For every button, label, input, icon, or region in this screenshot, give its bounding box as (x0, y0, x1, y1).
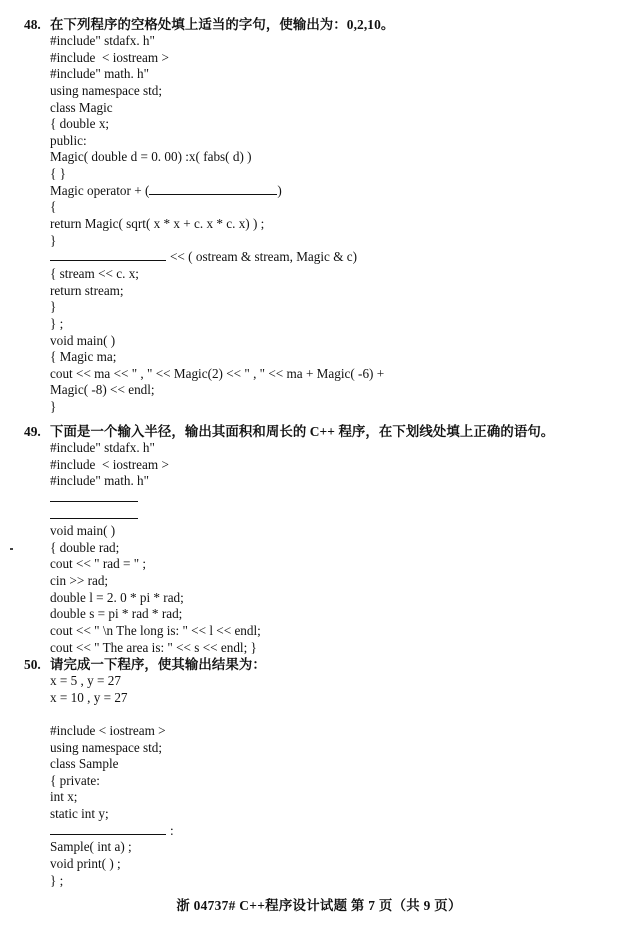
code-line: #include" math. h" (50, 66, 150, 82)
code-line: { stream << c. x; (50, 265, 139, 281)
code-line: { } (50, 166, 66, 182)
blank-line (50, 507, 630, 524)
code-line: } ; (50, 315, 64, 331)
spacer (50, 706, 630, 723)
code-line: #include < iostream > (50, 722, 166, 738)
question-48-header (24, 16, 630, 33)
scan-speck (10, 548, 13, 550)
code-line: #include" math. h" (50, 473, 150, 489)
question-48 (24, 16, 630, 416)
expected-output-line: x = 5 , y = 27 (50, 673, 121, 688)
question-prompt: 在下列程序的空格处填上适当的字句，使输出为：0,2,10。 (50, 17, 395, 32)
code-line: cout << " rad = " ; (50, 556, 147, 572)
code-line: void main( ) (50, 332, 116, 348)
code-line: #include" stdafx. h" (50, 440, 155, 455)
code-line: void print( ) ; (50, 856, 121, 872)
code-line: } (50, 299, 57, 315)
code-line: Magic( -8) << endl; (50, 382, 155, 398)
code-line: return stream; (50, 282, 124, 298)
fill-in-blank[interactable] (50, 507, 138, 519)
code-block (50, 673, 630, 889)
code-line: #include < iostream > (50, 456, 169, 472)
code-line: double l = 2. 0 * pi * rad; (50, 589, 184, 605)
question-50 (24, 656, 630, 889)
code-line: cout << " \n The long is: " << l << endl; (50, 623, 261, 639)
code-line: Sample( int a) ; (50, 839, 132, 855)
code-line: { double x; (50, 116, 110, 132)
code-line: cout << " The area is: " << s << endl; } (50, 639, 257, 655)
code-line: } (50, 232, 57, 248)
code-line: #include" stdafx. h" (50, 33, 155, 48)
code-line: double s = pi * rad * rad; (50, 606, 183, 622)
code-line: return Magic( sqrt( x * x + c. x * c. x) ) ; (50, 216, 265, 232)
code-line-with-blank (50, 249, 630, 266)
code-line: { (50, 199, 57, 215)
code-line: int x; (50, 789, 78, 805)
blank-line (50, 490, 630, 507)
code-block (50, 440, 630, 656)
code-line: public: (50, 132, 87, 148)
code-line: using namespace std; (50, 82, 163, 98)
code-text: : (170, 822, 174, 838)
question-prompt: 请完成一下程序，使其输出结果为： (50, 657, 266, 672)
code-line: void main( ) (50, 523, 116, 539)
code-line: static int y; (50, 806, 109, 822)
expected-output-line: x = 10 , y = 27 (50, 689, 128, 705)
fill-in-blank[interactable] (50, 249, 166, 261)
code-line: { Magic ma; (50, 349, 117, 365)
code-line: { double rad; (50, 539, 120, 555)
code-line: cin >> rad; (50, 573, 109, 589)
question-50-header (24, 656, 630, 673)
code-line: { private: (50, 772, 100, 788)
code-line: class Magic (50, 99, 113, 115)
code-text: Magic operator + ( (50, 182, 150, 198)
fill-in-blank[interactable] (50, 490, 138, 502)
question-number: 50. (24, 657, 41, 672)
code-text: ) (277, 182, 282, 198)
fill-in-blank[interactable] (50, 823, 166, 835)
code-line: class Sample (50, 756, 119, 772)
page-footer: 浙 04737# C++程序设计试题 第 7 页（共 9 页） (176, 898, 462, 913)
code-line: } (50, 399, 57, 415)
code-line: #include < iostream > (50, 49, 169, 65)
code-line: cout << ma << " , " << Magic(2) << " , " << ma + Magic( -6) + (50, 365, 385, 381)
code-line: } ; (50, 872, 64, 888)
code-line-with-blank (50, 823, 630, 840)
question-49-header (24, 423, 630, 440)
code-line-with-blank (50, 183, 630, 200)
code-block (50, 33, 630, 416)
code-line: Magic( double d = 0. 00) :x( fabs( d) ) (50, 149, 252, 165)
code-line: using namespace std; (50, 739, 163, 755)
question-49 (24, 423, 630, 656)
question-prompt: 下面是一个输入半径，输出其面积和周长的 C++ 程序，在下划线处填上正确的语句。 (50, 424, 555, 439)
question-number: 48. (24, 17, 41, 32)
fill-in-blank[interactable] (149, 183, 277, 195)
code-text: << ( ostream & stream, Magic & c) (170, 249, 357, 265)
question-number: 49. (24, 424, 41, 439)
